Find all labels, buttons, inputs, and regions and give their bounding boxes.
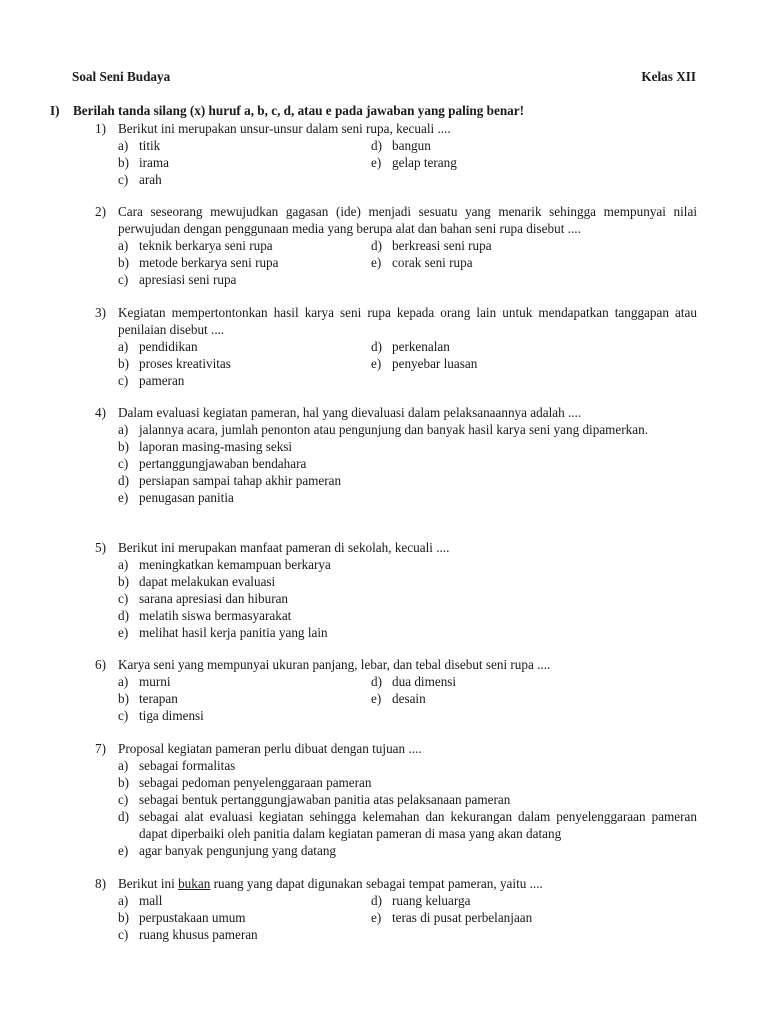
question-text: Berikut ini merupakan unsur-unsur dalam seni rupa, kecuali .... <box>118 121 451 136</box>
option-text: sebagai alat evaluasi kegiatan sehingga kelemahan dan kekurangan dalam penyelenggaraan pameran dapat diperbaiki oleh panitia dalam kegiatan pameran di masa yang akan datang <box>139 809 697 841</box>
option-label: a) <box>118 339 129 354</box>
option-text: desain <box>392 691 426 706</box>
option-c[interactable] <box>118 926 371 943</box>
option-text: meningkatkan kemampuan berkarya <box>139 557 331 572</box>
option-d[interactable] <box>371 673 697 690</box>
option-text: sebagai bentuk pertanggungjawaban panitia atas pelaksanaan pameran <box>139 792 511 807</box>
option-text: sebagai pedoman penyelenggaraan pameran <box>139 775 372 790</box>
option-label: e) <box>118 625 129 640</box>
option-label: e) <box>371 155 382 170</box>
option-c[interactable] <box>118 455 697 472</box>
option-d[interactable] <box>118 808 697 842</box>
option-text: jalannya acara, jumlah penonton atau pengunjung dan banyak hasil karya seni yang dipamerkan. <box>139 422 649 437</box>
option-text: arah <box>139 172 162 187</box>
option-a[interactable] <box>118 421 697 438</box>
option-text: berkreasi seni rupa <box>392 238 492 253</box>
option-text: metode berkarya seni rupa <box>139 255 279 270</box>
option-label: d) <box>371 238 382 253</box>
option-text: melihat hasil kerja panitia yang lain <box>139 625 328 640</box>
question-number: 8) <box>95 876 106 891</box>
option-text: penugasan panitia <box>139 490 234 505</box>
question-stem <box>95 740 697 757</box>
option-label: c) <box>118 708 129 723</box>
option-list <box>95 556 697 641</box>
option-c[interactable] <box>118 590 697 607</box>
option-d[interactable] <box>371 338 697 355</box>
question-text: Karya seni yang mempunyai ukuran panjang, lebar, dan tebal disebut seni rupa .... <box>118 657 551 672</box>
option-b[interactable] <box>118 438 697 455</box>
option-text: penyebar luasan <box>392 356 478 371</box>
option-text: proses kreativitas <box>139 356 231 371</box>
option-label: c) <box>118 927 129 942</box>
option-c[interactable] <box>118 171 371 188</box>
option-b[interactable] <box>118 774 697 791</box>
question-number: 6) <box>95 657 106 672</box>
option-e[interactable] <box>118 489 697 506</box>
option-list <box>95 137 697 188</box>
option-text: pertanggungjawaban bendahara <box>139 456 307 471</box>
option-label: c) <box>118 792 129 807</box>
option-list <box>95 338 697 389</box>
option-text: laporan masing-masing seksi <box>139 439 293 454</box>
option-d[interactable] <box>371 237 697 254</box>
option-e[interactable] <box>371 909 697 926</box>
question-stem <box>95 304 697 338</box>
option-text: dapat melakukan evaluasi <box>139 574 276 589</box>
option-label: b) <box>118 356 129 371</box>
option-e[interactable] <box>371 690 697 707</box>
question-number: 7) <box>95 741 106 756</box>
question-3 <box>95 304 697 389</box>
option-text: tiga dimensi <box>139 708 204 723</box>
option-label: e) <box>371 691 382 706</box>
option-text: sebagai formalitas <box>139 758 236 773</box>
option-list <box>95 421 697 506</box>
class-label: Kelas XII <box>641 69 696 84</box>
option-list <box>95 757 697 859</box>
option-list <box>95 892 697 943</box>
option-text: sarana apresiasi dan hiburan <box>139 591 289 606</box>
question-6 <box>95 656 697 724</box>
option-a[interactable] <box>118 338 371 355</box>
option-d[interactable] <box>371 137 697 154</box>
option-label: e) <box>371 255 382 270</box>
option-b[interactable] <box>118 573 697 590</box>
option-b[interactable] <box>118 154 371 171</box>
option-text: ruang keluarga <box>392 893 471 908</box>
question-text-before: Berikut ini <box>118 876 179 891</box>
section-number: I) <box>50 103 60 118</box>
question-1 <box>95 120 697 188</box>
question-5 <box>95 539 697 641</box>
option-text: mall <box>139 893 163 908</box>
question-text-underlined: bukan <box>178 876 211 891</box>
option-b[interactable] <box>118 254 371 271</box>
option-e[interactable] <box>371 254 697 271</box>
option-text: pendidikan <box>139 339 198 354</box>
option-label: b) <box>118 910 129 925</box>
option-label: d) <box>118 809 129 824</box>
section-instruction: Berilah tanda silang (x) huruf a, b, c, d, atau e pada jawaban yang paling benar! <box>73 103 525 118</box>
option-text: dua dimensi <box>392 674 457 689</box>
option-e[interactable] <box>118 842 697 859</box>
question-stem <box>95 404 697 421</box>
option-c[interactable] <box>118 271 371 288</box>
option-c[interactable] <box>118 372 371 389</box>
question-text-after: ruang yang dapat digunakan sebagai tempat pameran, yaitu .... <box>210 876 543 891</box>
question-stem <box>95 539 697 556</box>
option-d[interactable] <box>371 892 697 909</box>
question-stem <box>95 120 697 137</box>
option-label: a) <box>118 557 129 572</box>
option-a[interactable] <box>118 137 371 154</box>
option-label: a) <box>118 138 129 153</box>
option-d[interactable] <box>118 472 697 489</box>
option-a[interactable] <box>118 757 697 774</box>
option-text: murni <box>139 674 171 689</box>
option-text: perkenalan <box>392 339 450 354</box>
option-text: agar banyak pengunjung yang datang <box>139 843 337 858</box>
option-b[interactable] <box>118 355 371 372</box>
option-label: b) <box>118 439 129 454</box>
question-number: 5) <box>95 540 106 555</box>
option-text: bangun <box>392 138 431 153</box>
option-list <box>95 673 697 724</box>
question-text: Proposal kegiatan pameran perlu dibuat dengan tujuan .... <box>118 741 422 756</box>
question-text: Kegiatan mempertontonkan hasil karya seni rupa kepada orang lain untuk mendapatkan tanggapan atau penilaian disebut .... <box>118 305 697 337</box>
option-text: pameran <box>139 373 185 388</box>
option-label: b) <box>118 775 129 790</box>
question-stem <box>95 875 697 892</box>
option-label: d) <box>371 138 382 153</box>
option-c[interactable] <box>118 707 371 724</box>
question-text: Dalam evaluasi kegiatan pameran, hal yang dievaluasi dalam pelaksanaannya adalah .... <box>118 405 582 420</box>
option-label: c) <box>118 172 129 187</box>
option-a[interactable] <box>118 556 697 573</box>
option-e[interactable] <box>118 624 697 641</box>
option-label: b) <box>118 255 129 270</box>
option-label: c) <box>118 456 129 471</box>
option-text: apresiasi seni rupa <box>139 272 237 287</box>
option-a[interactable] <box>118 892 371 909</box>
option-label: d) <box>371 339 382 354</box>
option-label: a) <box>118 758 129 773</box>
option-text: titik <box>139 138 161 153</box>
option-text: teras di pusat perbelanjaan <box>392 910 533 925</box>
option-label: e) <box>371 356 382 371</box>
option-label: c) <box>118 373 129 388</box>
question-number: 4) <box>95 405 106 420</box>
question-text: Berikut ini merupakan manfaat pameran di sekolah, kecuali .... <box>118 540 450 555</box>
option-b[interactable] <box>118 909 371 926</box>
option-a[interactable] <box>118 237 371 254</box>
option-label: d) <box>371 893 382 908</box>
option-label: a) <box>118 893 129 908</box>
subject-title: Soal Seni Budaya <box>72 69 171 84</box>
question-stem <box>95 203 697 237</box>
question-number: 1) <box>95 121 106 136</box>
option-list <box>95 237 697 288</box>
option-e[interactable] <box>371 154 697 171</box>
option-text: irama <box>139 155 170 170</box>
question-text: Cara seseorang mewujudkan gagasan (ide) menjadi sesuatu yang menarik sehingga mempunyai nilai perwujudan dengan penggunaan media yang berupa alat dan bahan seni rupa disebut .... <box>118 204 697 236</box>
option-text: ruang khusus pameran <box>139 927 258 942</box>
option-b[interactable] <box>118 690 371 707</box>
option-label: d) <box>371 674 382 689</box>
option-label: c) <box>118 272 129 287</box>
option-d[interactable] <box>118 607 697 624</box>
option-text: perpustakaan umum <box>139 910 246 925</box>
question-7 <box>95 740 697 859</box>
option-label: a) <box>118 674 129 689</box>
question-number: 2) <box>95 204 106 219</box>
option-text: persiapan sampai tahap akhir pameran <box>139 473 342 488</box>
option-label: a) <box>118 422 129 437</box>
question-2 <box>95 203 697 288</box>
option-label: b) <box>118 691 129 706</box>
option-e[interactable] <box>371 355 697 372</box>
option-label: b) <box>118 155 129 170</box>
option-label: d) <box>118 473 129 488</box>
option-text: corak seni rupa <box>392 255 473 270</box>
option-label: c) <box>118 591 129 606</box>
option-label: a) <box>118 238 129 253</box>
option-label: d) <box>118 608 129 623</box>
option-label: e) <box>118 843 129 858</box>
question-4 <box>95 404 697 506</box>
option-text: gelap terang <box>392 155 457 170</box>
question-stem <box>95 656 697 673</box>
option-label: e) <box>371 910 382 925</box>
option-label: e) <box>118 490 129 505</box>
page-header <box>72 68 696 86</box>
option-a[interactable] <box>118 673 371 690</box>
option-text: melatih siswa bermasyarakat <box>139 608 292 623</box>
option-text: terapan <box>139 691 178 706</box>
question-number: 3) <box>95 305 106 320</box>
option-text: teknik berkarya seni rupa <box>139 238 273 253</box>
question-8 <box>95 875 697 943</box>
option-label: b) <box>118 574 129 589</box>
option-c[interactable] <box>118 791 697 808</box>
